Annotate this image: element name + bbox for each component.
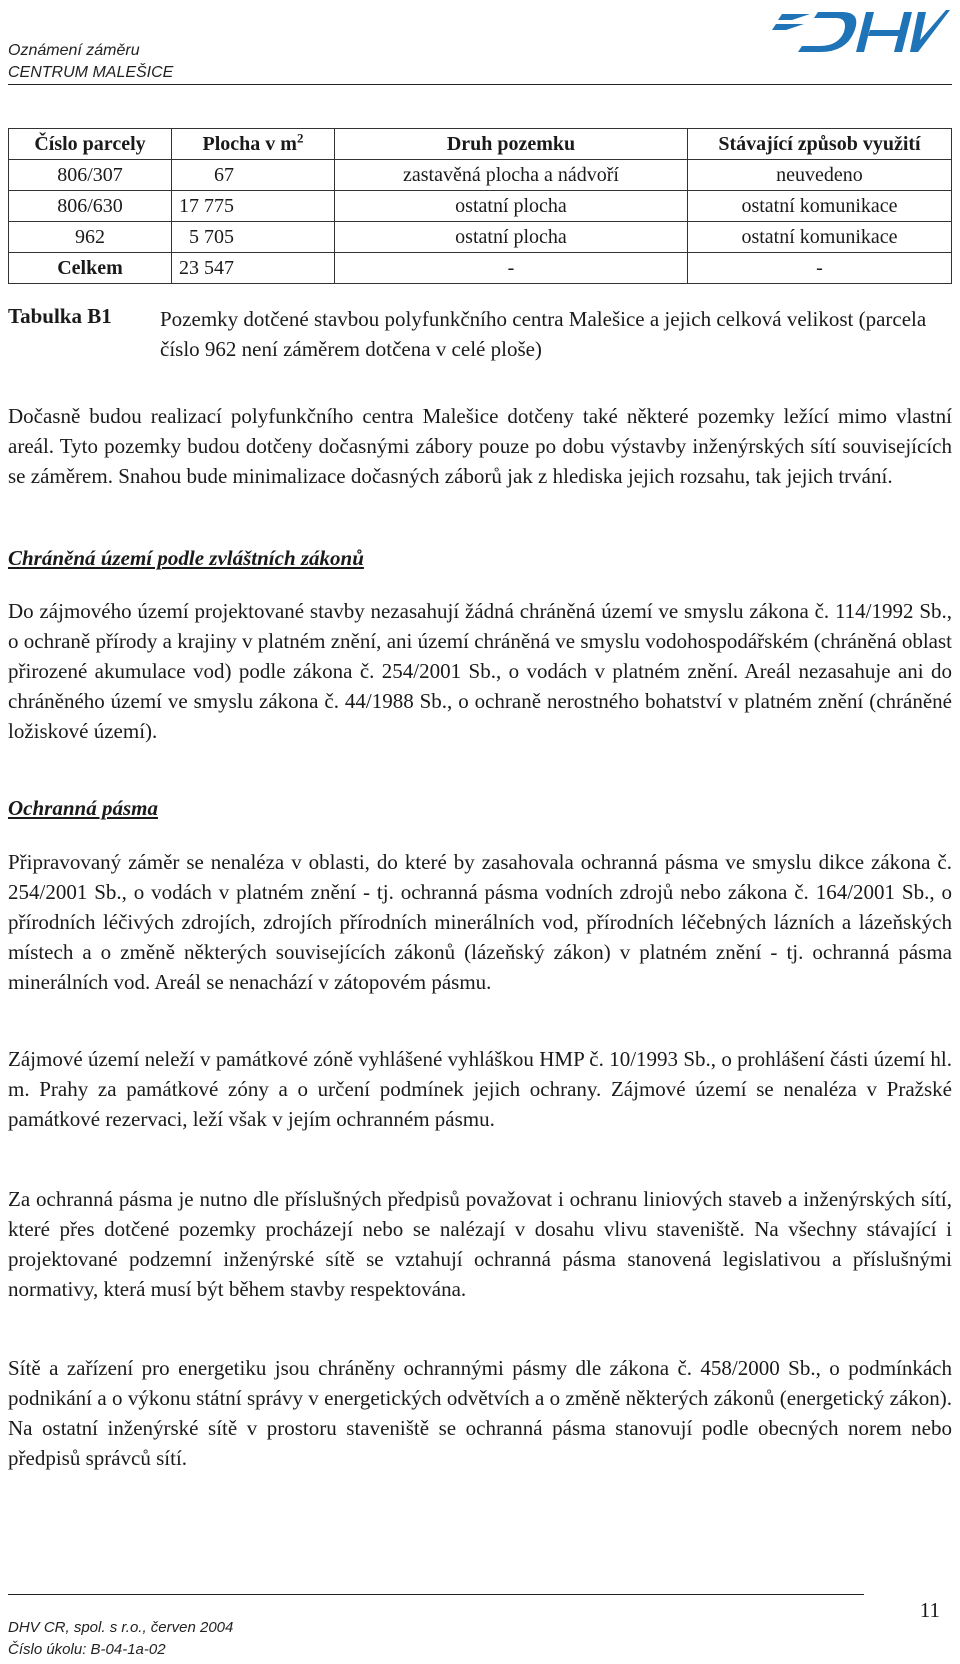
table-header-row: [9, 129, 952, 160]
cell-parcel: 806/307: [9, 160, 172, 191]
cell-total-label: Celkem: [9, 253, 172, 284]
heading-protected-areas: Chráněná území podle zvláštních zákonů: [8, 546, 364, 570]
cell-parcel: 962: [9, 222, 172, 253]
footer-task-number: Číslo úkolu: B-04-1a-02: [8, 1641, 166, 1658]
paragraph-utility-lines: Za ochranná pásma je nutno dle příslušných předpisů považovat i ochranu liniových staveb a inženýrských sítí, které přes dotčené pozemky procházejí nebo se nalézají v dosahu vlivu staveniště. Na všechny stávající i projektované podzemní inženýrské sítě se vztahují ochranná pásma stanovená legislativou a příslušnými normativy, která musí být během stavby respektována.: [8, 1187, 952, 1301]
table-row: [9, 191, 952, 222]
paragraph-temporary-occupation: Dočasně budou realizací polyfunkčního centra Malešice dotčeny také některé pozemky ležící mimo vlastní areál. Tyto pozemky budou dotčeny dočasnými zábory pouze po dobu výstavby inženýrských sítí souvisejících se záměrem. Snahou bude minimalizace dočasných záborů jak z hlediska jejich rozsahu, tak jejich trvání.: [8, 404, 952, 488]
cell-parcel: 806/630: [9, 191, 172, 222]
paragraph-heritage-zone: Zájmové území neleží v památkové zóně vyhlášené vyhláškou HMP č. 10/1993 Sb., o prohlášení části území hl. m. Prahy za památkové zóny a o určení podmínek jejich ochrany. Zájmové území se nenaléza v Pražské památkové rezervaci, leží však v jejím ochranném pásmu.: [8, 1047, 952, 1131]
cell-land-type: zastavěná plocha a nádvoří: [335, 160, 688, 191]
heading-protection-zones: Ochranná pásma: [8, 796, 158, 820]
parcel-table: [8, 128, 952, 284]
col-header-area: Plocha v $m^2$: [172, 129, 335, 160]
dhv-logo: [770, 6, 950, 64]
cell-land-type: ostatní plocha: [335, 191, 688, 222]
col-header-land-type: Druh pozemku: [335, 129, 688, 160]
paragraph-water-zones: Připravovaný záměr se nenaléza v oblasti, do které by zasahovala ochranná pásma ve smyslu dikce zákona č. 254/2001 Sb., o vodách v platném znění - tj. ochranná pásma vodních zdrojů nebo zákona č. 164/2001 Sb., o přírodních léčivých zdrojích, zdrojích přírodních minerálních vod, přírodních léčebných lázních a lázeňských místech a o změně některých souvisejících zákonů (lázeňský zákon) v platném znění - tj. ochranná pásma minerálních vod. Areál se nenachází v zátopovém pásmu.: [8, 850, 952, 994]
paragraph-energy-networks: Sítě a zařízení pro energetiku jsou chráněny ochrannými pásmy dle zákona č. 458/2000 Sb., o podmínkách podnikání a o výkonu státní správy v energetických odvětvích a o změně některých zákonů (energetický zákon). Na ostatní inženýrské sítě v prostoru staveniště se ochranná pásma stanovují podle obecných norem nebo předpisů správců sítí.: [8, 1356, 952, 1470]
cell-total-current-use: -: [688, 253, 952, 284]
footer-rule: [8, 1594, 864, 1595]
cell-current-use: ostatní komunikace: [688, 191, 952, 222]
header-doc-type: Oznámení záměru: [8, 42, 140, 59]
cell-total-area: 23 547: [172, 253, 335, 284]
table-row: [9, 222, 952, 253]
cell-area: 5 705: [172, 222, 335, 253]
header-project-name: CENTRUM MALEŠICE: [8, 64, 174, 81]
cell-area: 17 775: [172, 191, 335, 222]
paragraph-protected-areas: Do zájmového území projektované stavby nezasahují žádná chráněná území ve smyslu zákona č. 114/1992 Sb., o ochraně přírody a krajiny v platném znění, ani území chráněná ve smyslu vodohospodářském (chráněná oblast přirozené akumulace vod) podle zákona č. 254/2001 Sb., o vodách v platném znění. Areál nezasahuje ani do chráněného území ve smyslu zákona č. 44/1988 Sb., o ochraně nerostného bohatství v platném znění (chráněné ložiskové území).: [8, 599, 952, 743]
page-number: 11: [919, 1598, 940, 1622]
col-header-current-use: Stávající způsob využití: [688, 129, 952, 160]
table-row: [9, 160, 952, 191]
footer-company: DHV CR, spol. s r.o., červen 2004: [8, 1619, 234, 1636]
table-caption-label: Tabulka B1: [8, 304, 112, 328]
cell-total-land-type: -: [335, 253, 688, 284]
cell-current-use: neuvedeno: [688, 160, 952, 191]
cell-land-type: ostatní plocha: [335, 222, 688, 253]
table-caption-text: Pozemky dotčené stavbou polyfunkčního centra Malešice a jejich celková velikost (parcela číslo 962 není záměrem dotčena v celé ploše): [160, 307, 927, 361]
cell-area: 67: [172, 160, 335, 191]
col-header-parcel: Číslo parcely: [9, 129, 172, 160]
header-rule: [8, 84, 952, 85]
table-total-row: [9, 253, 952, 284]
cell-current-use: ostatní komunikace: [688, 222, 952, 253]
